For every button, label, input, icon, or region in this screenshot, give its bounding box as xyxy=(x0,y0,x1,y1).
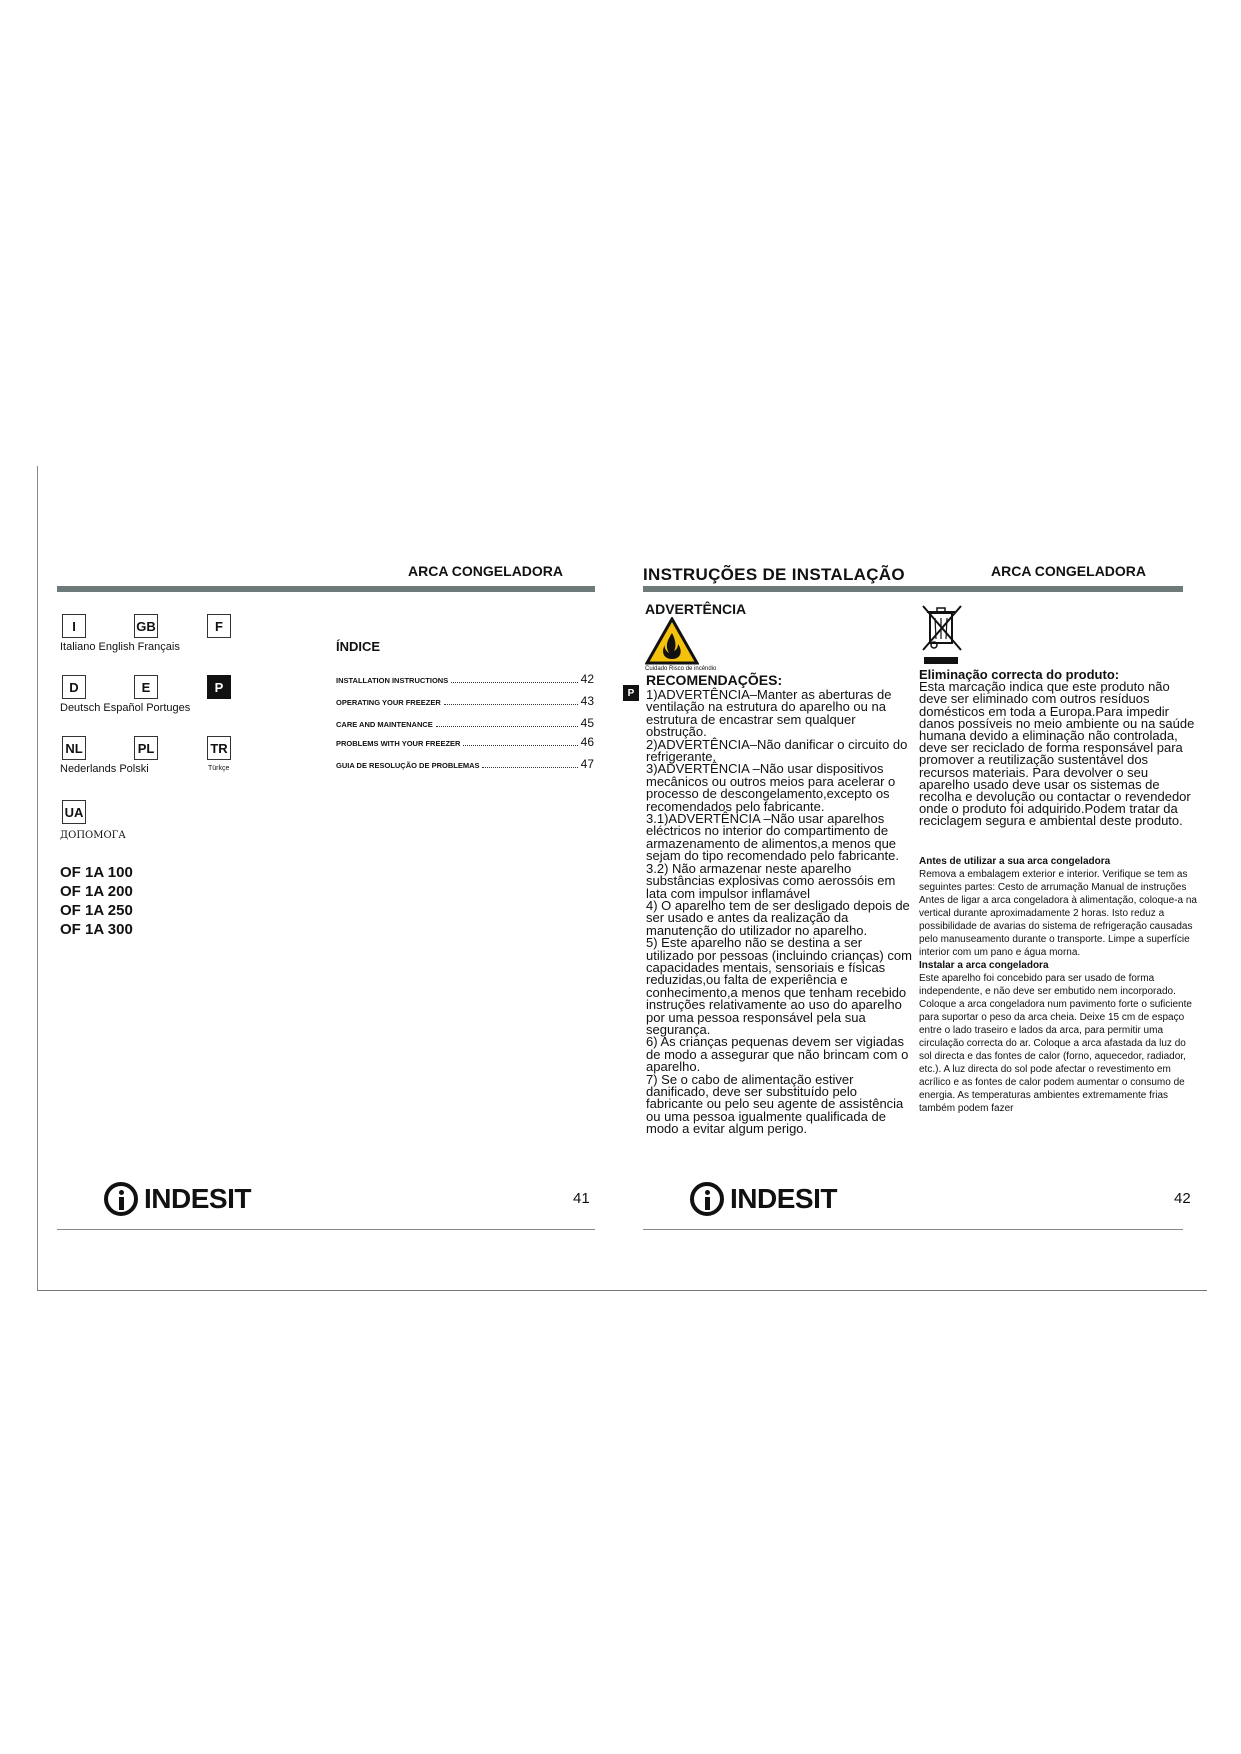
toc-leader xyxy=(463,737,577,746)
toc-leader xyxy=(436,718,578,727)
toc-page: 42 xyxy=(580,672,594,686)
toc-title: GUIA DE RESOLUÇÃO DE PROBLEMAS xyxy=(336,761,480,770)
model-4: OF 1A 300 xyxy=(60,921,133,938)
recommendation-item: 4) O aparelho tem de ser desligado depois de ser usado e antes da realização da manutenção do utilizador no aparelho. xyxy=(646,897,910,938)
recommendation-item: 3.1)ADVERTÊNCIA –Não usar aparelhos eléctricos no interior do compartimento de armazenamento de alimentos,a menos que sejam do tipo recomendado pelo fabricante. xyxy=(646,811,899,864)
recommendation-item: 3)ADVERTÊNCIA –Não usar dispositivos mecânicos ou outros meios para acelerar o processo de descongelamento,excepto os recomendados pelo fabricante. xyxy=(646,761,896,814)
lang-labels-row-3: Nederlands Polski xyxy=(60,763,149,775)
recommendations-heading: RECOMENDAÇÕES: xyxy=(646,672,783,688)
lang-box-pl[interactable]: PL xyxy=(134,736,158,760)
recommendation-item: 6) As crianças pequenas devem ser vigiadas de modo a assegurar que não brincam com o aparelho. xyxy=(646,1034,909,1075)
lang-box-d[interactable]: D xyxy=(62,675,86,699)
installation-section xyxy=(919,855,1201,1115)
before-use-text: Remova a embalagem exterior e interior. Verifique se tem as seguintes partes: Cesto de arrumação Manual de instruções Antes de ligar a arca congeladora à alimentação, coloque-a na vertical durante aproximadamente 2 horas. Isto reduz a possibilidade de avarias do sistema de refrigeração causadas pelo manuseamento durante o transporte. Limpe a superfície interior com um pano e água morna. xyxy=(919,869,1197,958)
lang-box-e[interactable]: E xyxy=(134,675,158,699)
page-title: INSTRUÇÕES DE INSTALAÇÃO xyxy=(643,565,905,584)
toc-row[interactable] xyxy=(336,735,594,751)
toc-title: INSTALLATION INSTRUCTIONS xyxy=(336,676,449,685)
page-number-left: 41 xyxy=(573,1190,590,1207)
recommendation-item: 2)ADVERTÊNCIA–Não danificar o circuito do refrigerante. xyxy=(646,736,908,765)
toc-leader xyxy=(444,696,578,705)
recommendation-item: 7) Se o cabo de alimentação estiver danificado, deve ser substituído pelo fabricante ou pelo seu agente de assistência ou uma pessoa igualmente qualificada de modo a evitar algum perigo. xyxy=(646,1071,904,1137)
language-marker-p: P xyxy=(623,685,639,701)
left-footer-rule xyxy=(57,1229,595,1230)
toc-title: PROBLEMS WITH YOUR FREEZER xyxy=(336,739,461,748)
indesit-logo-icon xyxy=(104,1182,138,1216)
right-footer-rule xyxy=(643,1229,1183,1230)
lang-box-i[interactable]: I xyxy=(62,614,86,638)
lang-box-f[interactable]: F xyxy=(207,614,231,638)
indesit-logo-right xyxy=(690,1182,837,1216)
warning-heading: ADVERTÊNCIA xyxy=(645,601,747,617)
toc-row[interactable] xyxy=(336,716,594,732)
fire-warning-icon xyxy=(645,617,699,665)
lang-labels-row-2: Deutsch Español Portuges xyxy=(60,702,191,714)
indesit-logo-icon xyxy=(690,1182,724,1216)
left-page-header: ARCA CONGELADORA xyxy=(408,563,564,579)
lang-labels-row-1: Italiano English Français xyxy=(60,641,180,653)
install-text: Este aparelho foi concebido para ser usado de forma independente, e não deve ser embutido nem incorporado. Coloque a arca congeladora num pavimento forte o suficiente para suportar o peso da arca cheia. Deixe 15 cm de espaço entre o lado traseiro e lados da arca, para permitir uma circulação correcta do ar. Coloque a arca afastada da luz do sol directa e das fontes de calor (forno, aquecedor, radiador, etc.). A luz directa do sol pode afectar o revestimento em acrílico e as fontes de calor podem aumentar o consumo de energia. As temperaturas ambientes extremamente frias também podem fazer xyxy=(919,973,1192,1114)
recommendation-item: 5) Este aparelho não se destina a ser utilizado por pessoas (incluindo crianças) com capacidades mentais, sensoriais e físicas reduzidas,ou falta de experiência e conhecimento,a menos que tenham recebido instruções relativamente ao uso do aparelho por uma pessoa responsável pela sua segurança. xyxy=(646,935,912,1037)
disposal-text: Esta marcação indica que este produto não deve ser eliminado com outros resíduos domésticos em toda a Europa.Para impedir danos possíveis no meio ambiente ou na saúde humana devido a eliminação não controlada, deve ser reciclado de forma responsável para promover a reutilização sustentável dos recursos materiais. Para devolver o seu aparelho usado deve usar os sistemas de recolha e devolução ou contactar o revendedor onde o produto foi adquirido.Podem tratar da reciclagem segura e ambiental deste produto. xyxy=(919,679,1195,829)
toc-page: 47 xyxy=(580,757,594,771)
brand-name: INDESIT xyxy=(730,1183,837,1214)
toc-page: 43 xyxy=(580,694,594,708)
lang-label-turkce: Türkçe xyxy=(208,765,230,772)
fire-caption: Cuidado Risco de incêndio xyxy=(645,666,717,672)
toc-row[interactable] xyxy=(336,757,594,773)
brand-name: INDESIT xyxy=(144,1183,251,1214)
model-1: OF 1A 100 xyxy=(60,864,133,881)
model-3: OF 1A 250 xyxy=(60,902,133,919)
lang-box-p-selected[interactable]: P xyxy=(207,675,231,699)
recommendations-list xyxy=(646,689,912,1136)
lang-box-nl[interactable]: NL xyxy=(62,736,86,760)
toc-leader xyxy=(482,759,577,768)
right-header-rule xyxy=(643,586,1183,592)
bottom-margin-line xyxy=(37,1290,1207,1291)
model-2: OF 1A 200 xyxy=(60,883,133,900)
page-number-right: 42 xyxy=(1174,1190,1191,1207)
before-use-heading: Antes de utilizar a sua arca congeladora xyxy=(919,856,1111,867)
lang-box-gb[interactable]: GB xyxy=(134,614,158,638)
install-heading: Instalar a arca congeladora xyxy=(919,960,1049,971)
index-title: ÍNDICE xyxy=(336,639,381,654)
recommendation-item: 3.2) Não armazenar neste aparelho substâncias explosivas como aerossóis em lata com impulsor inflamável xyxy=(646,860,896,901)
indesit-logo-left xyxy=(104,1182,251,1216)
left-margin-line xyxy=(37,466,38,1290)
toc-title: OPERATING YOUR FREEZER xyxy=(336,698,441,707)
right-page-header: ARCA CONGELADORA xyxy=(991,563,1147,579)
weee-bin-icon xyxy=(920,603,964,665)
toc-page: 45 xyxy=(580,716,594,730)
lang-label-ukr: ДОПОМОГА xyxy=(60,830,126,841)
lang-box-ua[interactable]: UA xyxy=(62,800,86,824)
disposal-heading: Eliminação correcta do produto: xyxy=(919,667,1120,682)
toc-row[interactable] xyxy=(336,694,594,710)
left-header-rule xyxy=(57,586,595,592)
recommendation-item: 1)ADVERTÊNCIA–Manter as aberturas de ventilação na estrutura do aparelho ou na estrutura de encastrar sem qualquer obstrução. xyxy=(646,687,892,740)
disposal-section xyxy=(919,669,1201,828)
toc-title: CARE AND MAINTENANCE xyxy=(336,720,433,729)
lang-box-tr[interactable]: TR xyxy=(207,736,231,760)
toc-page: 46 xyxy=(580,735,594,749)
toc-leader xyxy=(451,674,577,683)
toc-row[interactable] xyxy=(336,672,594,688)
